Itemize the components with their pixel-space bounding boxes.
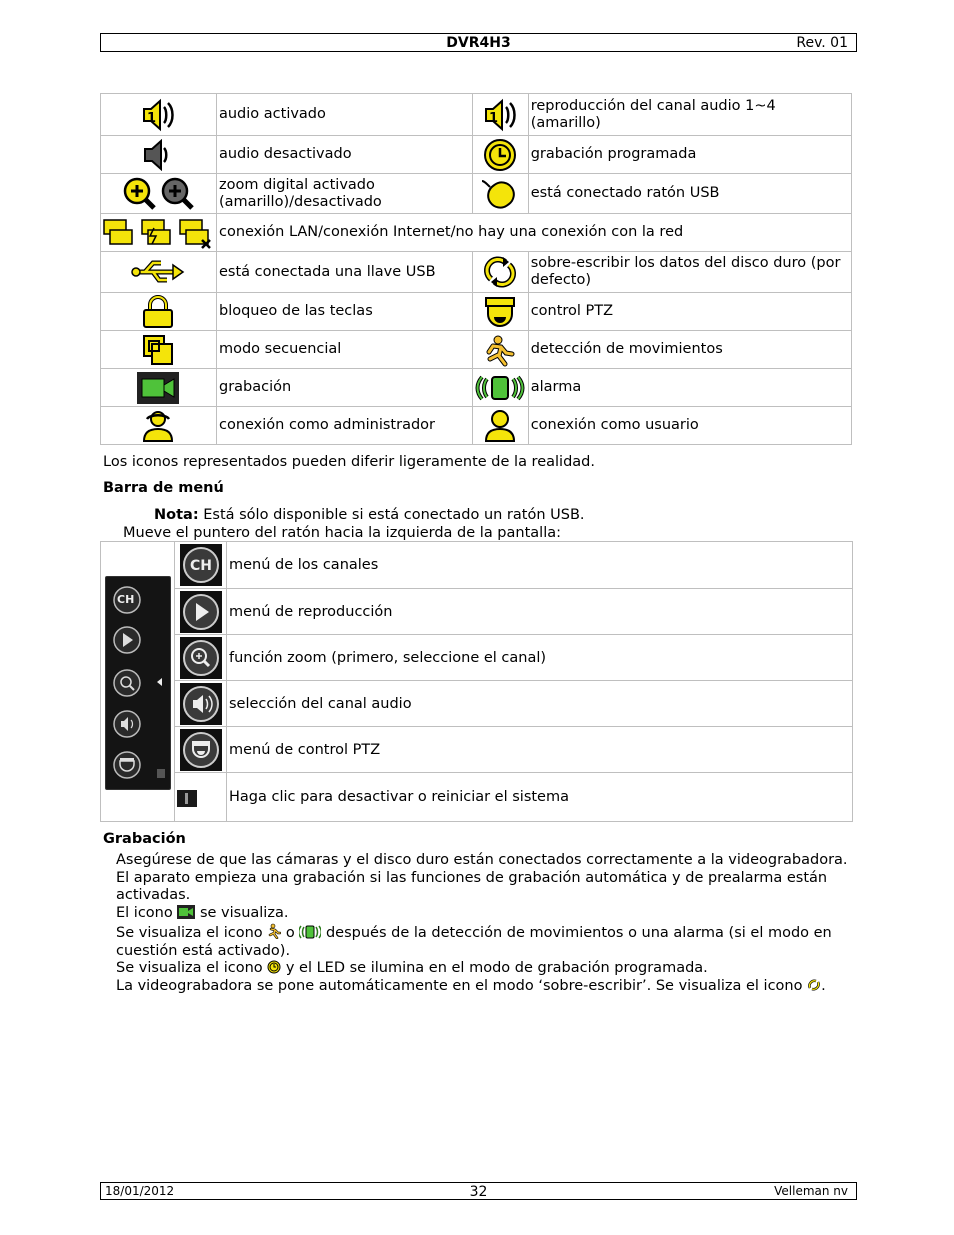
audio-channel-playback-icon [472,94,528,136]
footer-company: Velleman nv [774,1184,848,1198]
legend-text: reproducción del canal audio 1~4 (amarillo) [528,94,851,136]
zoom-icon[interactable] [175,635,227,681]
table-row [101,136,852,174]
power-icon[interactable] [175,773,227,822]
legend-text: conexión LAN/conexión Internet/no hay una conexión con la red [216,214,851,252]
legend-text: alarma [528,369,851,407]
paragraph: El aparato empieza una grabación si las funciones de grabación automática y de prealarma están activadas. [116,869,828,904]
legend-text: audio activado [216,94,472,136]
legend-text: detección de movimientos [528,331,851,369]
page-number: 32 [469,1184,488,1200]
table-row [101,331,852,369]
table-row [101,542,853,589]
table-row [101,94,852,136]
table-row [101,773,853,822]
paragraph: Se visualiza el icono o después de la detección de movimientos o una alarma (si el modo en cuestión está activado). [116,924,832,959]
audio-icon[interactable] [175,681,227,727]
menu-panel-cell [101,542,175,822]
recording-section-title: Grabación [103,831,186,847]
ptz-camera-icon [472,293,528,331]
ptz-icon[interactable] [175,727,227,773]
table-row [101,727,853,773]
legend-text: zoom digital activado (amarillo)/desactivado [216,174,472,214]
legend-text: conexión como usuario [528,407,851,445]
footer-date: 18/01/2012 [105,1184,175,1198]
legend-text: grabación programada [528,136,851,174]
user-icon [472,407,528,445]
mouse-icon [472,174,528,214]
model-name: DVR4H3 [446,35,511,51]
recording-instructions [116,852,856,996]
icon-legend-table [100,93,852,445]
paragraph: Asegúrese de que las cámaras y el disco duro están conectados correctamente a la videograbadora. [116,852,848,868]
recording-icon [177,905,195,919]
motion-icon [472,331,528,369]
legend-text: audio desactivado [216,136,472,174]
menu-bar-table [100,541,853,822]
menu-item-label: Haga clic para desactivar o reiniciar el sistema [227,773,853,822]
zoom-icon [101,174,217,214]
table-row [101,681,853,727]
panel-ch-label: CH [117,593,135,606]
alarm-icon [472,369,528,407]
table-row [101,293,852,331]
table-row [101,174,852,214]
menu-item-label: función zoom (primero, seleccione el canal) [227,635,853,681]
page-header [100,33,857,52]
table-row [101,407,852,445]
alarm-icon [299,925,321,939]
paragraph: Se visualiza el icono y el LED se ilumina en el modo de grabación programada. [116,960,708,977]
play-icon[interactable] [175,589,227,635]
paragraph: La videograbadora se pone automáticamente en el modo ‘sobre-escribir’. Se visualiza el icono . [116,977,826,994]
note-label: Nota: [154,507,199,523]
audio-off-icon [101,136,217,174]
svg-text:1: 1 [489,110,499,126]
paragraph: El icono se visualiza. [116,905,289,922]
motion-icon [267,923,281,939]
legend-text: conexión como administrador [216,407,472,445]
overwrite-icon [807,978,821,992]
overwrite-icon [472,252,528,293]
menu-item-label: selección del canal audio [227,681,853,727]
note-text: Está sólo disponible si está conectado un ratón USB. [198,507,585,523]
legend-text: modo secuencial [216,331,472,369]
lock-icon [101,293,217,331]
network-icon [101,214,217,252]
audio-channel-icon [101,94,217,136]
legend-text: está conectada una llave USB [216,252,472,293]
table-row [101,635,853,681]
icons-disclaimer: Los iconos representados pueden diferir ligeramente de la realidad. [103,454,595,470]
menu-item-label: menú de reproducción [227,589,853,635]
menu-note [154,506,585,524]
table-row [101,252,852,293]
menu-item-label: menú de los canales [227,542,853,589]
svg-text:CH: CH [189,558,212,574]
menu-instruction: Mueve el puntero del ratón hacia la izquierda de la pantalla: [123,525,561,541]
page-footer [100,1182,857,1200]
revision: Rev. 01 [796,35,848,51]
legend-text: grabación [216,369,472,407]
menu-item-label: menú de control PTZ [227,727,853,773]
sequence-icon [101,331,217,369]
legend-text: sobre-escribir los datos del disco duro (por defecto) [528,252,851,293]
svg-text:1: 1 [147,110,157,126]
menu-section-title: Barra de menú [103,480,224,496]
admin-icon [101,407,217,445]
usb-icon [101,252,217,293]
legend-text: bloqueo de las teclas [216,293,472,331]
table-row [101,214,852,252]
table-row [101,589,853,635]
clock-icon [472,136,528,174]
table-row [101,369,852,407]
legend-text: está conectado ratón USB [528,174,851,214]
side-menu-panel [105,576,171,790]
legend-text: control PTZ [528,293,851,331]
clock-icon [267,960,281,974]
ch-icon[interactable] [175,542,227,589]
recording-icon [101,369,217,407]
